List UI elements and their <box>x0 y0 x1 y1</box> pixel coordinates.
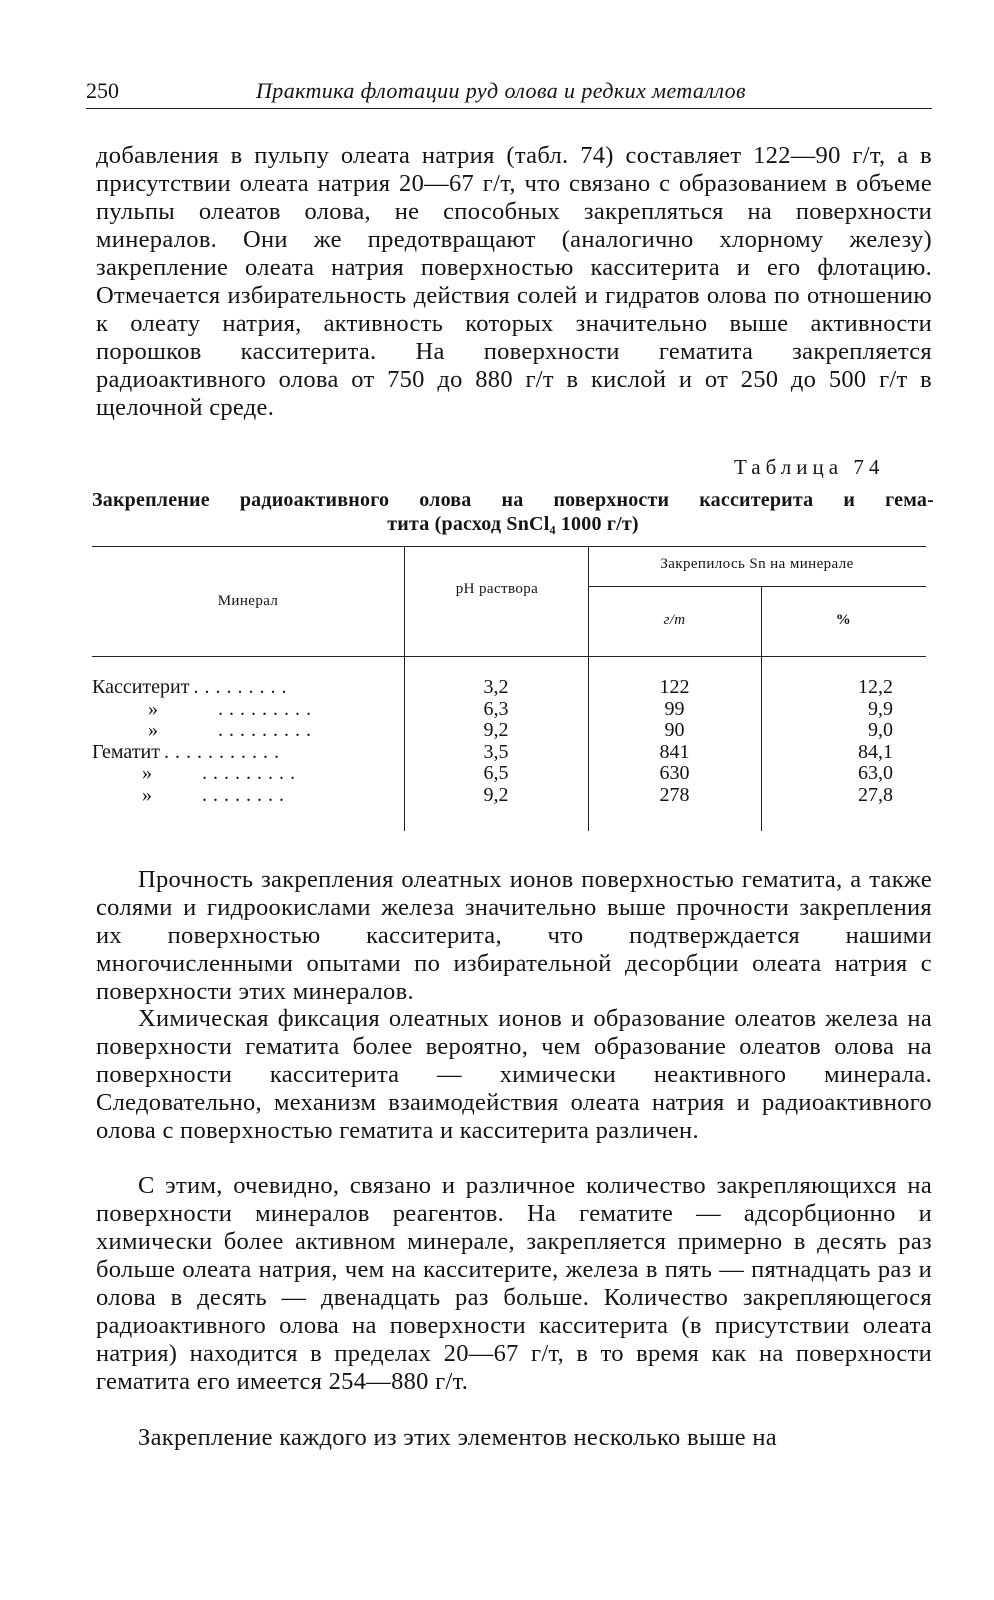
leader-dots: ......... <box>193 677 293 698</box>
header-mineral: Минерал <box>217 593 279 609</box>
cell-ph: 9,2 <box>483 719 509 741</box>
page-number: 250 <box>86 78 119 103</box>
header-percent: % <box>835 612 852 628</box>
leader-dots: ........ <box>202 784 290 806</box>
leader-dots: ......... <box>202 763 301 784</box>
column-percent <box>761 677 893 806</box>
header-gt: г/т <box>663 612 686 628</box>
table-row <box>92 742 392 764</box>
cell-percent: 84,1 <box>858 740 893 763</box>
cell-gt: 841 <box>659 740 690 763</box>
table-caption-line-1: Закрепление радиоактивного олова на поверхности касситерита и гема- <box>92 489 934 511</box>
table-row <box>92 720 392 742</box>
column-gt <box>588 677 761 806</box>
leader-dots: ........... <box>163 741 285 763</box>
cell-gt: 99 <box>664 697 685 720</box>
cell-ph: 9,2 <box>483 783 509 806</box>
running-title: Практика флотации руд олова и редких металлов <box>256 78 746 103</box>
table-number: Таблица 74 <box>734 455 885 479</box>
table-caption <box>92 488 934 536</box>
cell-gt: 122 <box>659 676 690 698</box>
page-header <box>86 74 932 109</box>
table-header-rule <box>92 656 926 657</box>
paragraph-5: Закрепление каждого из этих элементов несколько выше на <box>138 1424 777 1451</box>
table-row <box>92 785 392 807</box>
column-mineral <box>92 677 392 806</box>
table-row <box>92 677 392 699</box>
cell-percent: 27,8 <box>858 783 893 806</box>
cell-percent: 12,2 <box>858 676 893 698</box>
leader-dots: ......... <box>218 720 317 741</box>
table-top-rule <box>92 546 926 547</box>
table-group-rule <box>588 586 926 587</box>
header-group: Закрепилось Sn на минерале <box>660 556 854 572</box>
data-table <box>92 546 926 831</box>
column-ph <box>404 677 588 806</box>
cell-ph: 6,5 <box>483 762 509 784</box>
table-row <box>92 763 392 785</box>
cell-gt: 90 <box>664 719 685 741</box>
table-row <box>92 699 392 721</box>
cell-mineral: » <box>142 762 152 784</box>
leader-dots: ......... <box>218 698 317 720</box>
paragraph-4: С этим, очевидно, связано и различное количество закрепляющихся на поверхности минералов реагентов. На гематите — адсорбционно и химически более активном минерале, закрепляется примерно в десять раз больше олеата натрия, чем на касситерите, железа в пять — пятнадцать раз и олова в десять — двенадцать раз больше. Количество закрепляющегося радиоактивного олова на поверхности касситерита (в присутствии олеата натрия) находится в пределах 20—67 г/т, в то время как на поверхности гематита его имеется 254—880 г/т. <box>96 1172 932 1395</box>
paragraph-3: Химическая фиксация олеатных ионов и образование олеатов железа на поверхности гематита более вероятно, чем образование олеатов олова на поверхности касситерита — химически неактивного минерала. Следовательно, механизм взаимодействия олеата натрия и радиоактивного олова с поверхностью гематита и касситерита различен. <box>96 1005 932 1144</box>
cell-gt: 278 <box>659 783 690 806</box>
cell-mineral: » <box>142 783 152 806</box>
cell-ph: 6,3 <box>483 697 509 720</box>
cell-mineral: Гематит <box>92 740 160 763</box>
paragraph-1: добавления в пульпу олеата натрия (табл. 74) составляет 122—90 г/т, а в присутствии олеата натрия 20—67 г/т, что связано с образованием в объеме пульпы олеатов олова, не способных закрепляться на поверхности минералов. Они же предотвращают (аналогично хлорному железу) закрепление олеата натрия поверхностью касситерита и его флотацию. Отмечается избирательность действия солей и гидратов олова по отношению к олеату натрия, активность которых значительно выше активности порошков касситерита. На поверхности гематита закрепляется радиоактивного олова от 750 до 880 г/т в кислой и от 250 до 500 г/т в щелочной среде. <box>96 142 932 421</box>
cell-ph: 3,2 <box>483 676 509 698</box>
cell-mineral: Касситерит <box>92 676 190 698</box>
header-ph: pH раствора <box>455 581 539 597</box>
cell-ph: 3,5 <box>483 740 509 763</box>
cell-mineral: » <box>148 697 158 720</box>
cell-percent: 63,0 <box>858 762 893 784</box>
cell-mineral: » <box>148 719 158 741</box>
table-caption-line-2: тита (расход SnCl₄ 1000 г/т) <box>387 513 639 535</box>
cell-percent: 9,0 <box>868 719 893 741</box>
cell-gt: 630 <box>659 762 690 784</box>
paragraph-2: Прочность закрепления олеатных ионов поверхностью гематита, а также солями и гидроокислами железа значительно выше прочности закрепления их поверхностью касситерита, что подтверждается нашими многочисленными опытами по избирательной десорбции олеата натрия с поверхности этих минералов. <box>96 866 932 1005</box>
cell-percent: 9,9 <box>868 697 893 720</box>
